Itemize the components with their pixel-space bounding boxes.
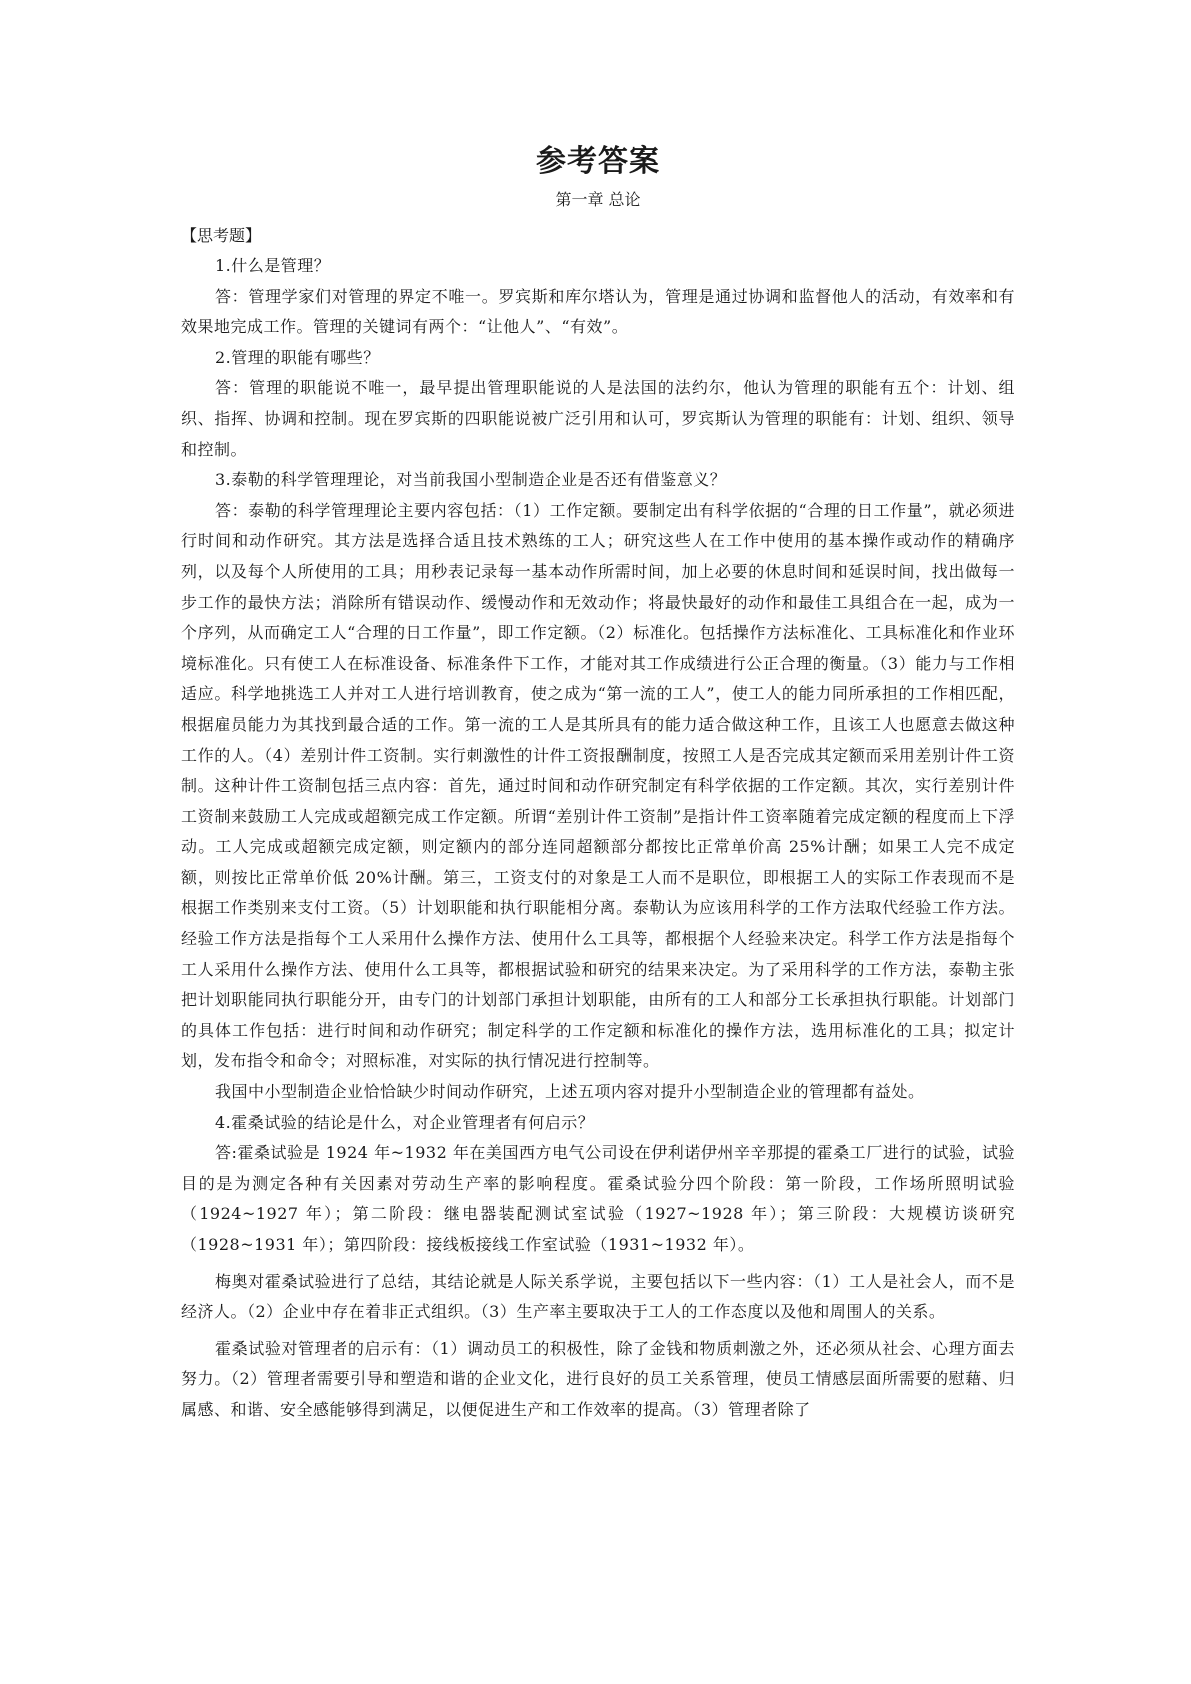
answer-1: 答：管理学家们对管理的界定不唯一。罗宾斯和库尔塔认为，管理是通过协调和监督他人的活动，有效率和有效果地完成工作。管理的关键词有两个：“让他人”、“有效”。 <box>181 286 1015 337</box>
document-page <box>181 140 1015 1426</box>
answer-3: 答：泰勒的科学管理理论主要内容包括：（1）工作定额。要制定出有科学依据的“合理的日工作量”，就必须进行时间和动作研究。其方法是选择合适且技术熟练的工人；研究这些人在工作中使用的基本操作或动作的精确序列，以及每个人所使用的工具；用秒表记录每一基本动作所需时间，加上必要的休息时间和延误时间，找出做每一步工作的最快方法；消除所有错误动作、缓慢动作和无效动作；将最快最好的动作和最佳工具组合在一起，成为一个序列，从而确定工人“合理的日工作量”，即工作定额。（2）标准化。包括操作方法标准化、工具标准化和作业环境标准化。只有使工人在标准设备、标准条件下工作，才能对其工作成绩进行公正合理的衡量。（3）能力与工作相适应。科学地挑选工人并对工人进行培训教育，使之成为“第一流的工人”，使工人的能力同所承担的工作相匹配，根据雇员能力为其找到最合适的工作。第一流的工人是其所具有的能力适合做这种工作，且该工人也愿意去做这种工作的人。（4）差别计件工资制。实行刺激性的计件工资报酬制度，按照工人是否完成其定额而采用差别计件工资制。这种计件工资制包括三点内容：首先，通过时间和动作研究制定有科学依据的工作定额。其次，实行差别计件工资制来鼓励工人完成或超额完成工作定额。所谓“差别计件工资制”是指计件工资率随着完成定额的程度而上下浮动。工人完成或超额完成定额，则定额内的部分连同超额部分都按比正常单价高 25%计酬；如果工人完不成定额，则按比正常单价低 20%计酬。第三，工资支付的对象是工人而不是职位，即根据工人的实际工作表现而不是根据工作类别来支付工资。（5）计划职能和执行职能相分离。泰勒认为应该用科学的工作方法取代经验工作方法。经验工作方法是指每个工人采用什么操作方法、使用什么工具等，都根据个人经验来决定。科学工作方法是指每个工人采用什么操作方法、使用什么工具等，都根据试验和研究的结果来决定。为了采用科学的工作方法，泰勒主张把计划职能同执行职能分开，由专门的计划部门承担计划职能，由所有的工人和部分工长承担执行职能。计划部门的具体工作包括：进行时间和动作研究；制定科学的工作定额和标准化的操作方法，选用标准化的工具；拟定计划，发布指令和命令；对照标准，对实际的执行情况进行控制等。 <box>181 500 1015 1071</box>
answer-3-conclusion: 我国中小型制造企业恰恰缺少时间动作研究，上述五项内容对提升小型制造企业的管理都有益处。 <box>215 1082 925 1102</box>
question-1: 1.什么是管理？ <box>215 256 331 275</box>
question-3: 3.泰勒的科学管理理论，对当前我国小型制造企业是否还有借鉴意义？ <box>215 470 727 490</box>
chapter-heading: 第一章 总论 <box>555 190 641 209</box>
question-2: 2.管理的职能有哪些？ <box>215 347 380 367</box>
answer-2: 答：管理的职能说不唯一，最早提出管理职能说的人是法国的法约尔，他认为管理的职能有五个：计划、组织、指挥、协调和控制。现在罗宾斯的四职能说被广泛引用和认可，罗宾斯认为管理的职能有：计划、组织、领导和控制。 <box>181 378 1015 459</box>
section-label: 【思考题】 <box>181 226 262 245</box>
answer-4-mayo-summary: 梅奥对霍桑试验进行了总结，其结论就是人际关系学说，主要包括以下一些内容：（1）工人是社会人，而不是经济人。（2）企业中存在着非正式组织。（3）生产率主要取决于工人的工作态度以及他和周围人的关系。 <box>181 1271 1015 1322</box>
question-4: 4.霍桑试验的结论是什么，对企业管理者有何启示？ <box>215 1112 595 1132</box>
answer-4: 答:霍桑试验是 1924 年~1932 年在美国西方电气公司设在伊利诺伊州辛辛那提的霍桑工厂进行的试验，试验目的是为测定各种有关因素对劳动生产率的影响程度。霍桑试验分四个阶段：第一阶段，工作场所照明试验（1924~1927 年）；第二阶段：继电器装配测试室试验（1927~1928 年）；第三阶段：大规模访谈研究（1928~1931 年）；第四阶段：接线板接线工作室试验（1931~1932 年）。 <box>181 1143 1015 1254</box>
document-title: 参考答案 <box>536 144 660 179</box>
answer-4-implications: 霍桑试验对管理者的启示有：（1）调动员工的积极性，除了金钱和物质刺激之外，还必须从社会、心理方面去努力。（2）管理者需要引导和塑造和谐的企业文化，进行良好的员工关系管理，使员工情感层面所需要的慰藉、归属感、和谐、安全感能够得到满足，以便促进生产和工作效率的提高。（3）管理者除了 <box>181 1338 1015 1419</box>
